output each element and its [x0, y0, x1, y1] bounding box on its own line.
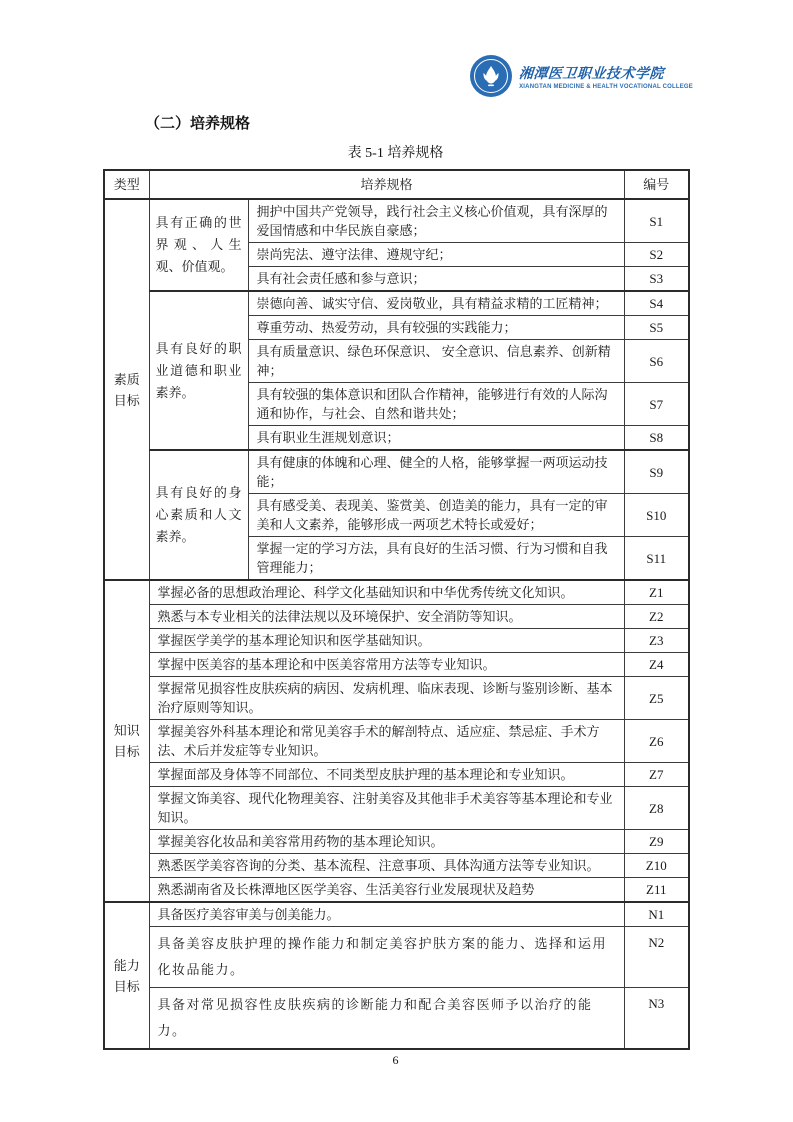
code-cell: Z4: [624, 653, 689, 677]
college-logo: [469, 54, 693, 98]
table-row: [104, 677, 689, 720]
col-header-spec: 培养规格: [149, 170, 624, 199]
table-row: [104, 580, 689, 605]
table-row: [104, 450, 689, 494]
spec-cell: 具有感受美、表现美、鉴赏美、创造美的能力，具有一定的审美和人文素养，能够形成一两项艺术特长或爱好；: [248, 494, 624, 537]
code-cell: Z7: [624, 763, 689, 787]
table-row: [104, 787, 689, 830]
group-cell-wellbeing: 具有良好的身心素质和人文素养。: [149, 450, 248, 580]
type-label: 能力目标: [113, 957, 140, 994]
spec-cell: 熟悉与本专业相关的法律法规以及环境保护、安全消防等知识。: [149, 605, 624, 629]
college-logo-text: [519, 63, 693, 90]
spec-cell: 熟悉医学美容咨询的分类、基本流程、注意事项、具体沟通方法等专业知识。: [149, 854, 624, 878]
table-row: [104, 720, 689, 763]
table-row: [104, 988, 689, 1050]
spec-cell: 崇德向善、诚实守信、爱岗敬业，具有精益求精的工匠精神；: [248, 291, 624, 316]
table-row: [104, 902, 689, 927]
code-cell: S4: [624, 291, 689, 316]
table-header-row: [104, 170, 689, 199]
page-content: [103, 112, 688, 1068]
type-label: 素质目标: [113, 371, 140, 408]
code-cell: S10: [624, 494, 689, 537]
spec-cell: 掌握面部及身体等不同部位、不同类型皮肤护理的基本理论和专业知识。: [149, 763, 624, 787]
code-cell: Z9: [624, 830, 689, 854]
spec-cell: 具有社会责任感和参与意识；: [248, 267, 624, 292]
code-cell: S2: [624, 243, 689, 267]
college-name-zh: 湘潭医卫职业技术学院: [518, 65, 665, 82]
code-cell: S3: [624, 267, 689, 292]
spec-cell: 拥护中国共产党领导，践行社会主义核心价值观，具有深厚的爱国情感和中华民族自豪感；: [248, 199, 624, 243]
group-cell-worldview: 具有正确的世界观、人生观、价值观。: [149, 199, 248, 291]
code-cell: Z1: [624, 580, 689, 605]
table-row: [104, 291, 689, 316]
spec-cell: 崇尚宪法、遵守法律、遵规守纪；: [248, 243, 624, 267]
code-cell: S8: [624, 426, 689, 451]
table-row: [104, 763, 689, 787]
code-cell: S1: [624, 199, 689, 243]
college-name-en: XIANGTAN MEDICINE & HEALTH VOCATIONAL COLLEGE: [519, 83, 693, 90]
spec-cell: 掌握美容化妆品和美容常用药物的基本理论知识。: [149, 830, 624, 854]
table-caption: 表 5-1 培养规格: [347, 146, 444, 161]
table-row: [104, 878, 689, 903]
table-row: [104, 653, 689, 677]
code-cell: Z3: [624, 629, 689, 653]
page-number: 6: [392, 1053, 399, 1067]
code-cell: Z5: [624, 677, 689, 720]
table-row: [104, 629, 689, 653]
spec-cell: 具有较强的集体意识和团队合作精神，能够进行有效的人际沟通和协作，与社会、自然和谐共处；: [248, 383, 624, 426]
spec-cell: 具有健康的体魄和心理、健全的人格，能够掌握一两项运动技能；: [248, 450, 624, 494]
training-spec-table: [103, 169, 690, 1050]
spec-cell: 掌握必备的思想政治理论、科学文化基础知识和中华优秀传统文化知识。: [149, 580, 624, 605]
spec-cell: 掌握中医美容的基本理论和中医美容常用方法等专业知识。: [149, 653, 624, 677]
code-cell: Z6: [624, 720, 689, 763]
code-cell: N1: [624, 902, 689, 927]
code-cell: S5: [624, 316, 689, 340]
type-cell-zhishi: [104, 580, 149, 902]
code-cell: Z10: [624, 854, 689, 878]
spec-cell: 掌握美容外科基本理论和常见美容手术的解剖特点、适应症、禁忌症、手术方法、术后并发症等专业知识。: [149, 720, 624, 763]
spec-cell: 具备医疗美容审美与创美能力。: [149, 902, 624, 927]
spec-cell: 具有质量意识、绿色环保意识、 安全意识、信息素养、创新精神；: [248, 340, 624, 383]
code-cell: Z2: [624, 605, 689, 629]
section-heading: （二）培养规格: [145, 115, 251, 132]
code-cell: N3: [624, 988, 689, 1050]
table-row: [104, 927, 689, 988]
spec-cell: 尊重劳动、热爱劳动，具有较强的实践能力；: [248, 316, 624, 340]
spec-cell: 掌握医学美学的基本理论知识和医学基础知识。: [149, 629, 624, 653]
spec-cell: 熟悉湖南省及长株潭地区医学美容、生活美容行业发展现状及趋势: [149, 878, 624, 903]
code-cell: Z11: [624, 878, 689, 903]
col-header-code: 编号: [624, 170, 689, 199]
spec-cell: 具备对常见损容性皮肤疾病的诊断能力和配合美容医师予以治疗的能力。: [149, 988, 624, 1050]
spec-cell: 具有职业生涯规划意识；: [248, 426, 624, 451]
code-cell: S11: [624, 537, 689, 581]
spec-cell: 掌握常见损容性皮肤疾病的病因、发病机理、临床表现、诊断与鉴别诊断、基本治疗原则等知识。: [149, 677, 624, 720]
table-row: [104, 854, 689, 878]
college-seal-icon: [469, 54, 513, 98]
type-label: 知识目标: [113, 723, 140, 759]
code-cell: S7: [624, 383, 689, 426]
code-cell: N2: [624, 927, 689, 988]
type-cell-suzhi: [104, 199, 149, 580]
code-cell: Z8: [624, 787, 689, 830]
type-cell-nengli: [104, 902, 149, 1049]
spec-cell: 掌握文饰美容、现代化物理美容、注射美容及其他非手术美容等基本理论和专业知识。: [149, 787, 624, 830]
spec-cell: 掌握一定的学习方法，具有良好的生活习惯、行为习惯和自我管理能力；: [248, 537, 624, 581]
col-header-type: 类型: [104, 170, 149, 199]
code-cell: S9: [624, 450, 689, 494]
code-cell: S6: [624, 340, 689, 383]
table-row: [104, 199, 689, 243]
table-row: [104, 830, 689, 854]
group-cell-ethics: 具有良好的职业道德和职业素养。: [149, 291, 248, 450]
spec-cell: 具备美容皮肤护理的操作能力和制定美容护肤方案的能力、选择和运用化妆品能力。: [149, 927, 624, 988]
table-row: [104, 605, 689, 629]
